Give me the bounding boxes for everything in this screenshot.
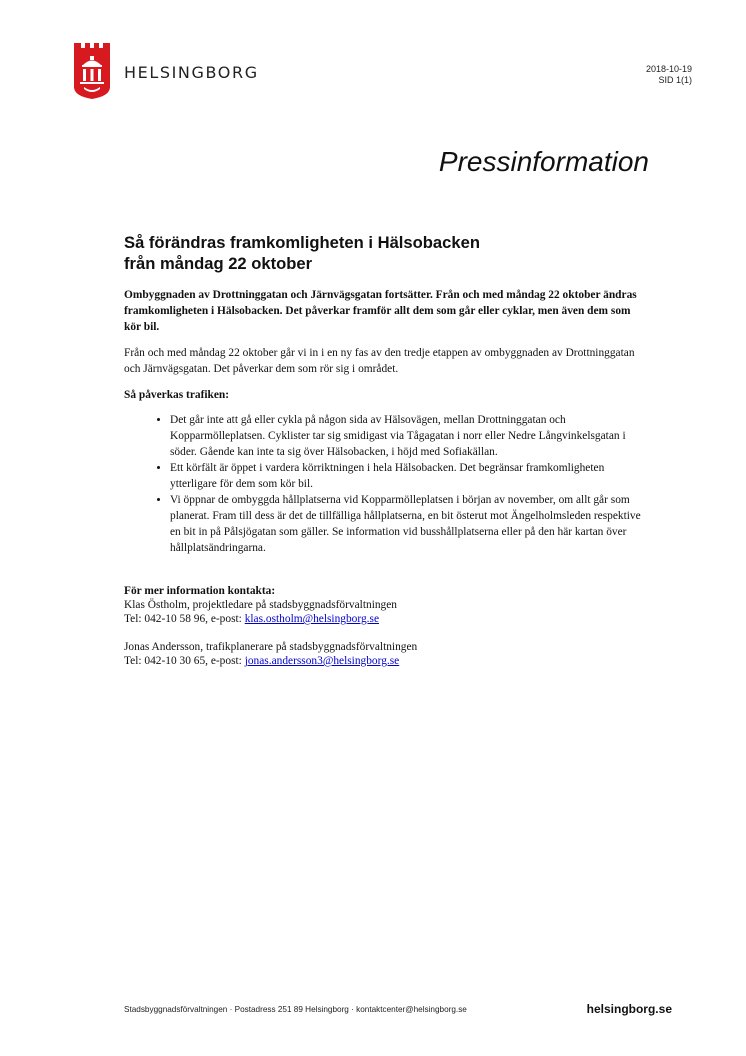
contact-phone: Tel: 042-10 30 65, e-post: <box>124 655 245 667</box>
contact-person <box>124 640 650 668</box>
email-link[interactable]: klas.ostholm@helsingborg.se <box>244 613 379 625</box>
helsingborg-crest-icon <box>74 43 110 99</box>
document-date: 2018-10-19 <box>645 64 692 74</box>
bullet-item: • Ett körfält är öppet i vardera körriktningen i hela Hälsobacken. Det begränsar framkomligheten ytterligare för dem som kör bil. <box>170 460 650 492</box>
body-paragraph: Från och med måndag 22 oktober går vi in i en ny fas av den tredje etappen av ombyggnaden av Drottninggatan och Järnvägsgatan. Det påverkar dem som rör sig i området. <box>124 347 635 375</box>
document-meta <box>646 64 692 86</box>
document-type-title: Pressinformation <box>438 146 649 177</box>
article <box>124 232 650 682</box>
footer-website: helsingborg.se <box>586 1002 672 1016</box>
headline <box>124 232 650 274</box>
bullet-item: • Det går inte att gå eller cykla på någon sida av Hälsovägen, mellan Drottninggatan och Kopparmölleplatsen. Cyklister tar sig smidigast via Tågagatan i norr eller Nedre Långvinkelsgatan i söder. Gående kan inte ta sig över Hälsobacken, i höjd med Sofiakällan. <box>170 412 650 460</box>
headline-line: från måndag 22 oktober <box>124 254 313 273</box>
contact-phone-line <box>124 612 650 626</box>
contact-phone-line <box>124 654 650 668</box>
page-number: SID 1(1) <box>658 75 692 85</box>
contact-phone: Tel: 042-10 58 96, e-post: <box>124 613 245 625</box>
contact-name: Jonas Andersson, trafikplanerare på stadsbyggnadsförvaltningen <box>124 641 418 653</box>
contact-label: För mer information kontakta: <box>124 585 276 597</box>
bullet-item: • Vi öppnar de ombyggda hållplatserna vid Kopparmölleplatsen i början av november, om allt går som planerat. Fram till dess är det de tillfälliga hållplatserna, en bit österut mot Ängelholmsleden respektive en bit in på Pålsjögatan som gäller. Se information vid busshållplatserna eller på den här kartan över hållplatsändringarna. <box>170 492 650 556</box>
brand-name: HELSINGBORG <box>124 63 259 82</box>
contact-section <box>124 584 650 668</box>
traffic-subheading: Så påverkas trafiken: <box>124 389 230 401</box>
footer-address: Stadsbyggnadsförvaltningen · Postadress 251 89 Helsingborg · kontaktcenter@helsingborg.se <box>124 1005 467 1014</box>
email-link[interactable]: jonas.andersson3@helsingborg.se <box>244 655 400 667</box>
headline-line: Så förändras framkomligheten i Hälsobacken <box>124 233 480 252</box>
contact-name: Klas Östholm, projektledare på stadsbyggnadsförvaltningen <box>124 599 397 611</box>
traffic-bullet-list <box>124 412 650 556</box>
contact-person <box>124 598 650 626</box>
lead-paragraph: Ombyggnaden av Drottninggatan och Järnvägsgatan fortsätter. Från och med måndag 22 oktober ändras framkomligheten i Hälsobacken. Det påverkar framför allt dem som går eller cyklar, men även dem som kör bil. <box>124 289 637 333</box>
